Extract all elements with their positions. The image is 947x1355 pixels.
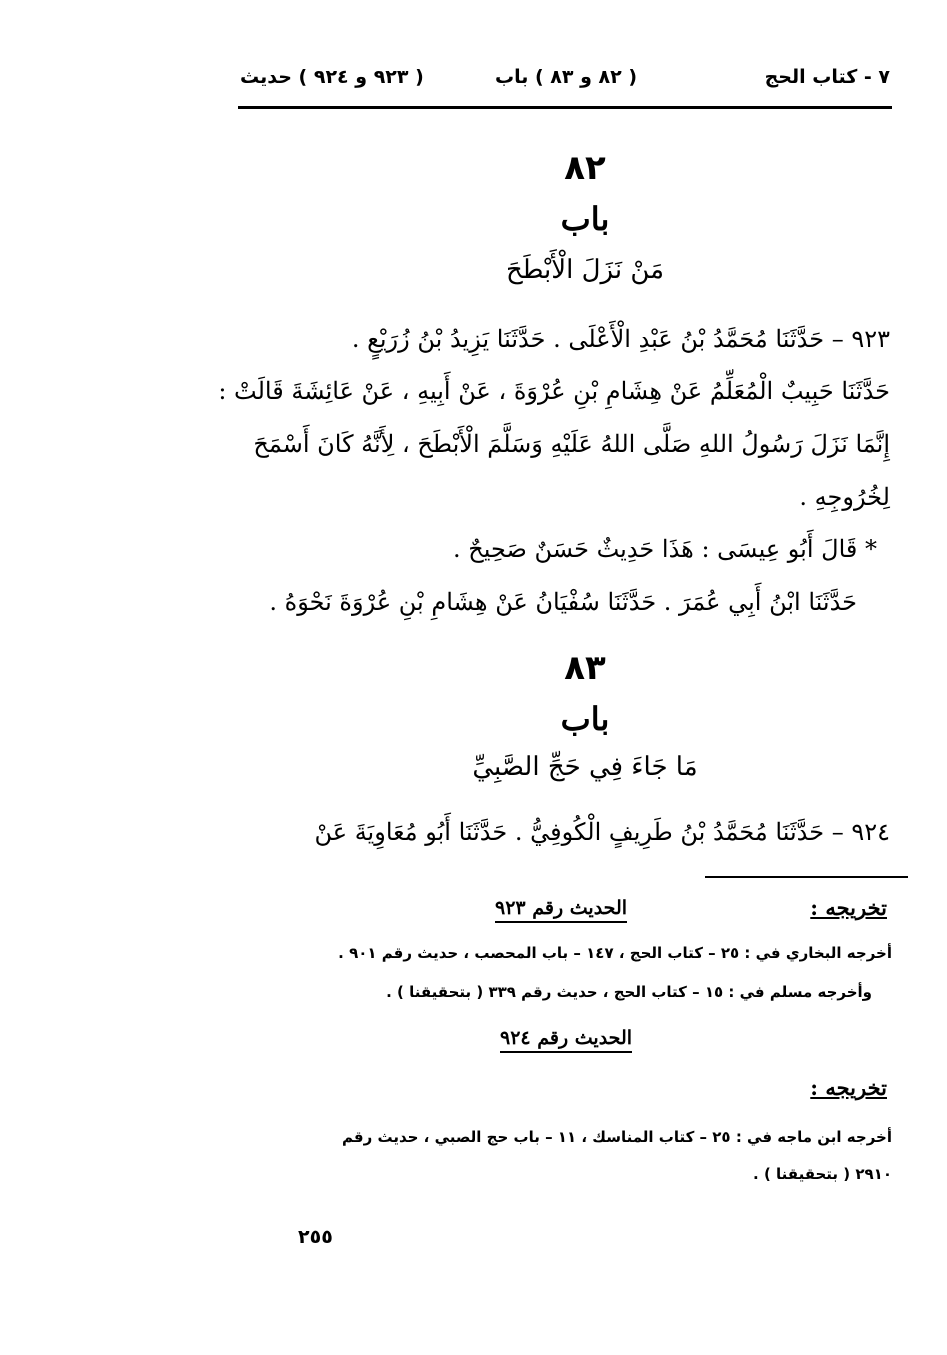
abu-isa-comment: * قَالَ أَبُو عِيسَى : هَذَا حَدِيثٌ حَسَنٌ صَحِيحٌ . bbox=[452, 535, 877, 563]
hadith-923-line-3: إِنَّمَا نَزَلَ رَسُولُ اللهِ صَلَّى اللهُ عَلَيْهِ وَسَلَّمَ الْأَبْطَحَ ، لِأَنَّهُ كَانَ أَسْمَحَ bbox=[253, 430, 890, 458]
running-header-hadith-numbers: ( ٩٢٣ و ٩٢٤ ) حديث bbox=[240, 66, 424, 88]
takhrij-label-923: تخريجه : bbox=[810, 895, 887, 920]
note-923-line-1: أخرجه البخاري في : ٢٥ – كتاب الحج ، ١٤٧ – باب المحصب ، حديث رقم ٩٠١ . bbox=[338, 944, 892, 962]
chapter-title-83: مَا جَاءَ فِي حَجِّ الصَّبِيِّ bbox=[472, 752, 698, 782]
ref-title-924: الحديث رقم ٩٢٤ bbox=[500, 1027, 632, 1053]
chapter-title-82: مَنْ نَزَلَ الْأَبْطَحَ bbox=[505, 255, 665, 285]
chapter-number-83: ٨٣ bbox=[564, 648, 606, 688]
hadith-923-line-2: حَدَّثَنَا حَبِيبٌ الْمُعَلِّمُ عَنْ هِشَامِ بْنِ عُرْوَةَ ، عَنْ أَبِيهِ ، عَنْ عَائِشَةَ قَالَتْ : bbox=[218, 377, 890, 405]
header-rule bbox=[238, 106, 892, 109]
hadith-924-line-1: ٩٢٤ – حَدَّثَنَا مُحَمَّدُ بْنُ طَرِيفٍ الْكُوفِيُّ . حَدَّثَنَا أَبُو مُعَاوِيَةَ عَنْ bbox=[314, 818, 890, 846]
hadith-923-line-1: ٩٢٣ – حَدَّثَنَا مُحَمَّدُ بْنُ عَبْدِ الْأَعْلَى . حَدَّثَنَا يَزِيدُ بْنُ زُرَيْعٍ . bbox=[351, 325, 890, 353]
ref-title-923: الحديث رقم ٩٢٣ bbox=[495, 897, 627, 923]
chapter-number-82: ٨٢ bbox=[564, 148, 606, 188]
note-924-line-2: ٢٩١٠ ( بتحقيقنا ) . bbox=[753, 1165, 892, 1183]
note-924-line-1: أخرجه ابن ماجه في : ٢٥ – كتاب المناسك ، ١١ – باب حج الصبي ، حديث رقم bbox=[342, 1128, 892, 1146]
hadith-923-isnad-alt: حَدَّثَنَا ابْنُ أَبِي عُمَرَ . حَدَّثَنَا سُفْيَانُ عَنْ هِشَامِ بْنِ عُرْوَةَ نَحْوَهُ . bbox=[269, 588, 857, 616]
running-header-book: ٧ - كتاب الحج bbox=[764, 66, 890, 88]
running-header-chapters: ( ٨٢ و ٨٣ ) باب bbox=[495, 66, 638, 88]
bab-heading-83: باب bbox=[560, 700, 610, 738]
bab-heading-82: باب bbox=[560, 200, 610, 238]
footnote-rule bbox=[705, 876, 908, 878]
takhrij-label-924: تخريجه : bbox=[810, 1075, 887, 1100]
hadith-923-line-4: لِخُرُوجِهِ . bbox=[799, 483, 890, 511]
note-923-line-2: وأخرجه مسلم في : ١٥ – كتاب الحج ، حديث رقم ٣٣٩ ( بتحقيقنا ) . bbox=[386, 983, 872, 1001]
page-number: ٢٥٥ bbox=[298, 1226, 333, 1248]
